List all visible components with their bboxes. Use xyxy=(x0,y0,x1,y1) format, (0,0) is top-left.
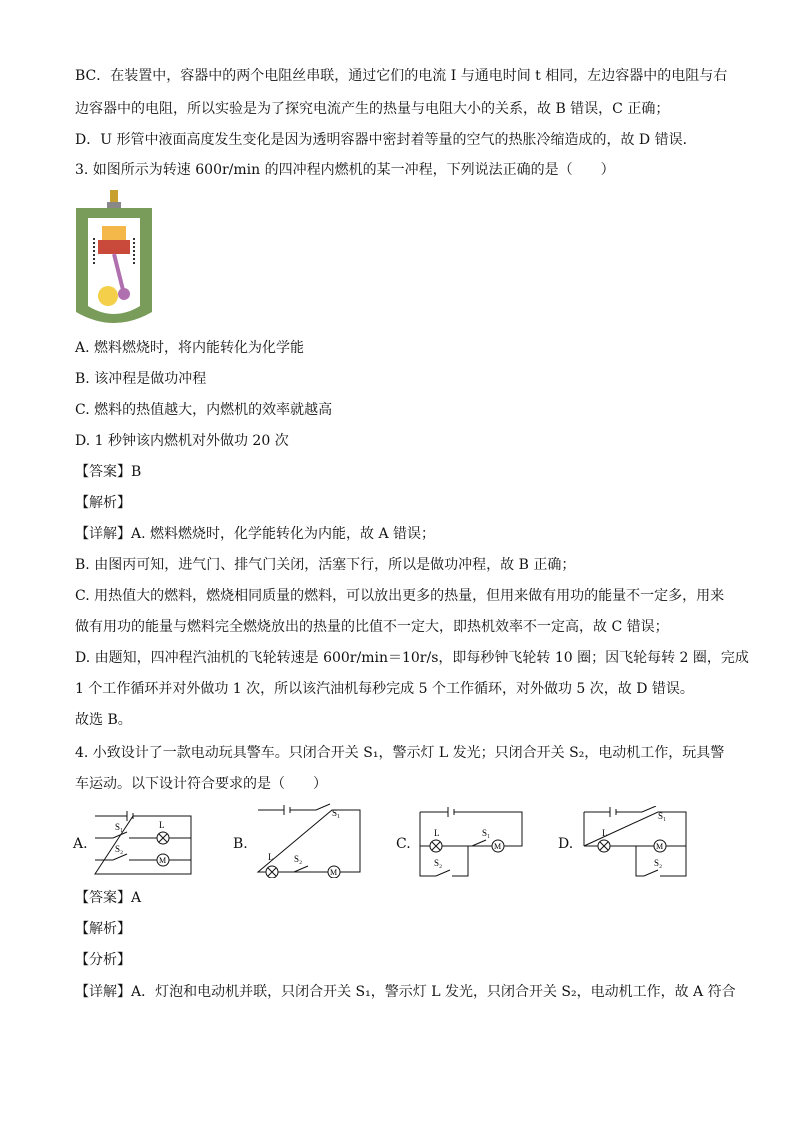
circuit-c xyxy=(416,806,526,878)
circuit-a-label: A. xyxy=(73,836,88,852)
text-line: 边容器中的电阻，所以实验是为了探究电流产生的热量与电阻大小的关系，故 B 错误，C 正确； xyxy=(75,101,670,117)
option-b: B. 该冲程是做功冲程 xyxy=(75,371,207,387)
comp-label: L xyxy=(159,820,165,830)
comp-label: S₂ xyxy=(654,858,663,868)
engine-diagram xyxy=(74,188,154,328)
fenxi-label: 【分析】 xyxy=(75,952,131,968)
circuit-b xyxy=(254,802,364,878)
analysis-label: 【解析】 xyxy=(75,495,131,511)
circuit-d-label: D. xyxy=(558,836,574,852)
comp-label: M xyxy=(656,842,664,851)
analysis-label: 【解析】 xyxy=(75,921,131,937)
comp-label: L xyxy=(602,828,608,838)
comp-label: M xyxy=(330,868,338,877)
question-4-stem: 车运动。以下设计符合要求的是（ ） xyxy=(75,776,327,792)
answer-label: 【答案】B xyxy=(75,464,142,480)
option-d: D. 1 秒钟该内燃机对外做功 20 次 xyxy=(75,433,289,449)
question-4-stem: 4. 小致设计了一款电动玩具警车。只闭合开关 S₁，警示灯 L 发光；只闭合开关 S₂，电动机工作，玩具警 xyxy=(75,745,725,761)
circuit-d xyxy=(580,806,690,878)
comp-label: S₁ xyxy=(482,828,491,838)
comp-label: S₁ xyxy=(658,811,667,821)
detail-line: C. 用热值大的燃料，燃烧相同质量的燃料，可以放出更多的热量，但用来做有用功的能量不一定多，用来 xyxy=(75,588,725,604)
comp-label: M xyxy=(159,856,167,865)
circuit-a xyxy=(93,808,193,878)
detail-line: 做有用功的能量与燃料完全燃烧放出的热量的比值不一定大，即热机效率不一定高，故 C 错误； xyxy=(75,619,669,635)
answer-label: 【答案】A xyxy=(75,890,142,906)
option-a: A. 燃料燃烧时，将内能转化为化学能 xyxy=(75,340,305,356)
conclusion: 故选 B。 xyxy=(75,712,132,728)
comp-label: S₁ xyxy=(115,822,124,832)
comp-label: L xyxy=(268,852,274,862)
comp-label: S₂ xyxy=(115,844,124,854)
detail-line: D. 由题知，四冲程汽油机的飞轮转速是 600r/min＝10r/s，即每秒钟飞轮转 10 圈；因飞轮每转 2 圈，完成 xyxy=(75,650,749,666)
text-line: D．U 形管中液面高度发生变化是因为透明容器中密封着等量的空气的热胀冷缩造成的，故 D 错误． xyxy=(75,132,697,148)
comp-label: S₂ xyxy=(294,854,303,864)
detail-line: 【详解】A. 燃料燃烧时，化学能转化为内能，故 A 错误； xyxy=(75,526,436,542)
comp-label: S₂ xyxy=(434,858,443,868)
text-line: BC．在装置中，容器中的两个电阻丝串联，通过它们的电流 I 与通电时间 t 相同，左边容器中的电阻与右 xyxy=(75,68,728,84)
circuit-b-label: B. xyxy=(233,836,248,852)
comp-label: S₁ xyxy=(332,808,341,818)
question-3-stem: 3. 如图所示为转速 600r/min 的四冲程内燃机的某一冲程，下列说法正确的是（ ） xyxy=(75,162,615,178)
comp-label: L xyxy=(434,828,440,838)
circuit-c-label: C. xyxy=(396,836,411,852)
option-c: C. 燃料的热值越大，内燃机的效率就越高 xyxy=(75,402,333,418)
comp-label: M xyxy=(494,842,502,851)
detail-line: 【详解】A．灯泡和电动机并联，只闭合开关 S₁，警示灯 L 发光，只闭合开关 S₂，电动机工作，故 A 符合 xyxy=(75,984,736,1000)
detail-line: B. 由图丙可知，进气门、排气门关闭，活塞下行，所以是做功冲程，故 B 正确； xyxy=(75,557,576,573)
detail-line: 1 个工作循环并对外做功 1 次，所以该汽油机每秒完成 5 个工作循环，对外做功 5 次，故 D 错误。 xyxy=(75,681,694,697)
